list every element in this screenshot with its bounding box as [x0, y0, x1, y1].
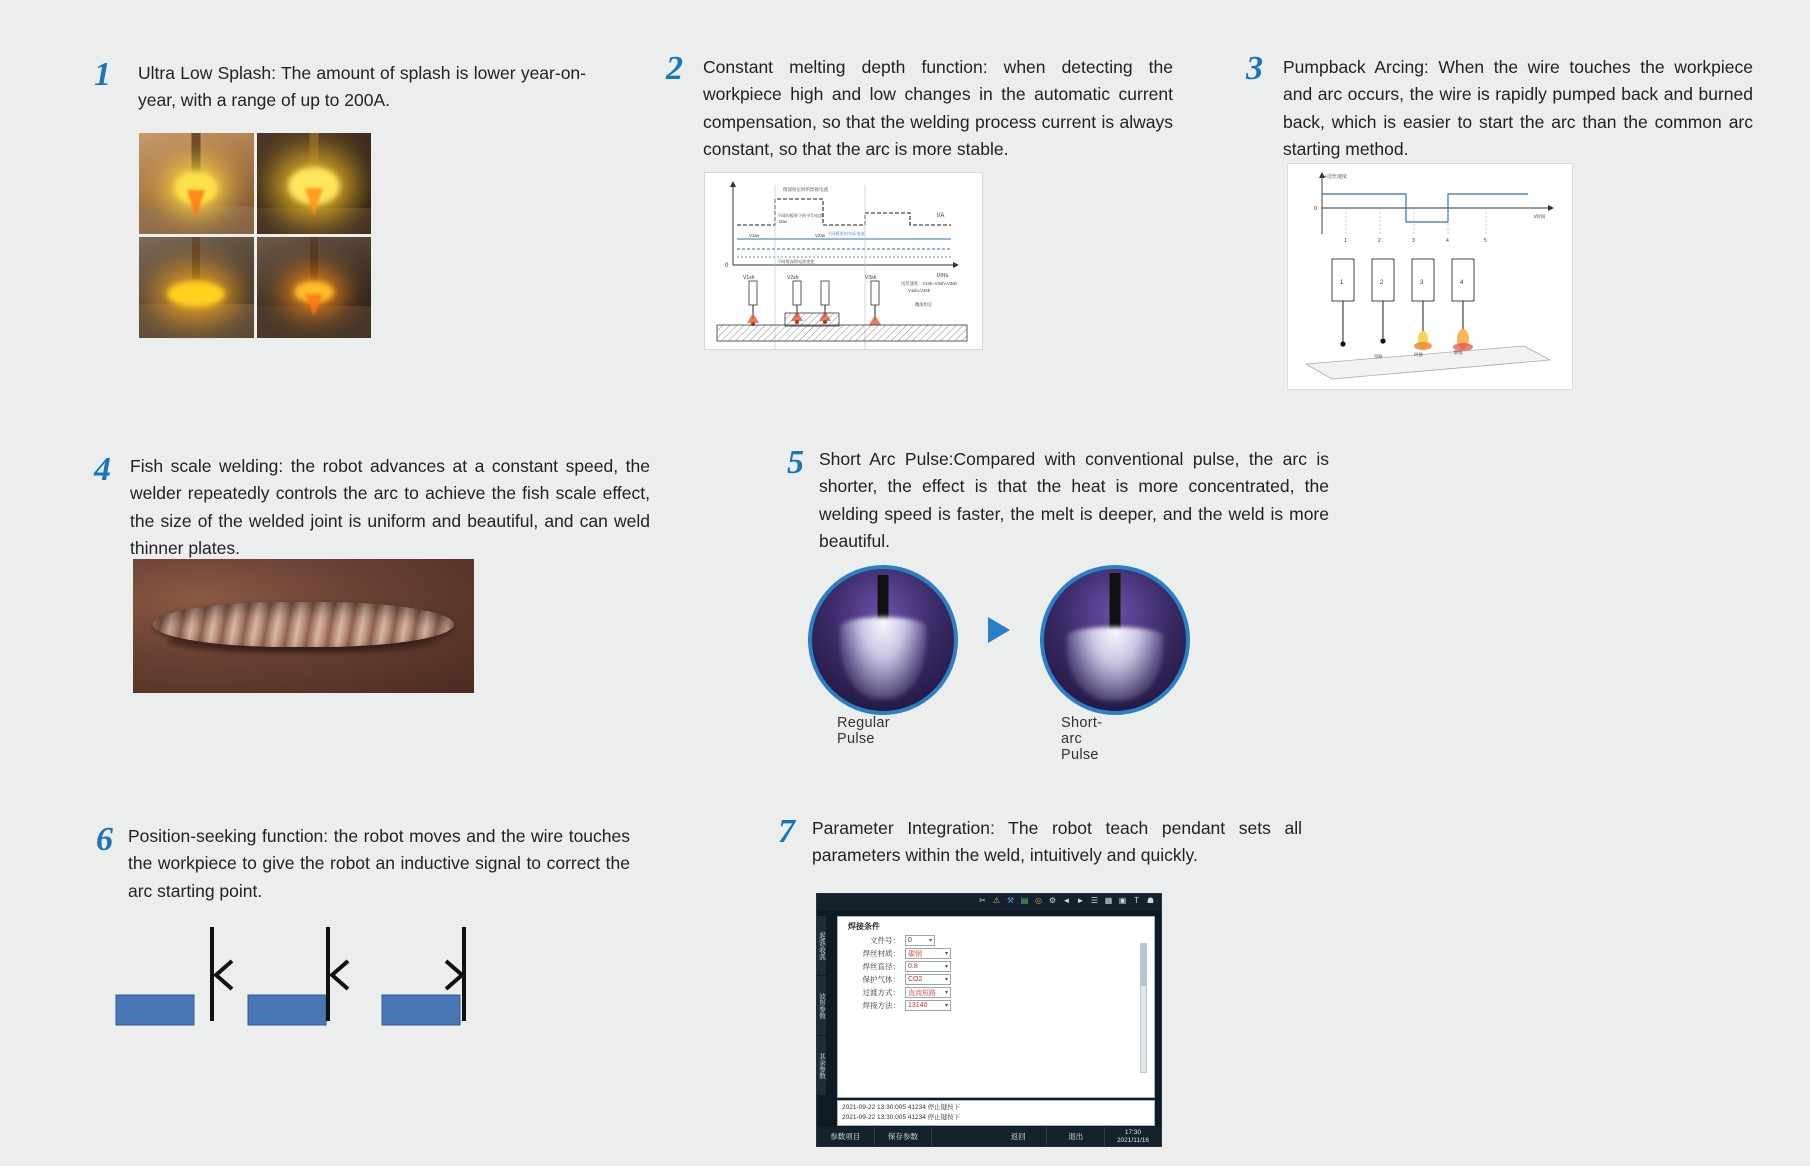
constant-depth-diagram [705, 173, 982, 349]
svg-text:3: 3 [1412, 238, 1415, 244]
feature-2-number: 2 [666, 50, 683, 87]
svg-text:2: 2 [1378, 238, 1381, 244]
svg-text:燃弧: 燃弧 [1454, 350, 1463, 355]
svg-text:V3sh: V3sh [865, 275, 877, 281]
panel-scrollbar[interactable] [1140, 943, 1147, 1073]
svg-text:V1sh: V1sh [743, 275, 755, 281]
field-row-weld-method [838, 999, 1154, 1012]
box-icon[interactable]: ▣ [1118, 896, 1127, 905]
svg-text:4: 4 [1446, 238, 1449, 244]
field-input-transfer-mode[interactable] [905, 987, 951, 998]
feature-6-number: 6 [96, 821, 113, 858]
svg-text:不同熔深的电流变化: 不同熔深的电流变化 [777, 259, 815, 264]
feature-4-image-fish-scale-weld [133, 559, 474, 693]
feature-7-text: Parameter Integration: The robot teach pendant sets all parameters within the weld, intuitively and quickly. [812, 818, 1302, 866]
field-value-file-number: 0 [908, 937, 912, 944]
field-value-shielding-gas: CO2 [908, 976, 923, 983]
svg-text:2: 2 [1380, 280, 1384, 286]
bottom-button-exit[interactable]: 退出 [1047, 1127, 1105, 1146]
field-value-transfer-mode: 直流短路 [908, 989, 936, 997]
feature-2-chart-constant-depth [704, 172, 983, 350]
field-input-shielding-gas[interactable] [905, 974, 951, 985]
field-label-shielding-gas: 保护气体： [862, 975, 900, 984]
svg-text:不同板厚的实际电流: 不同板厚的实际电流 [827, 231, 865, 236]
field-label-transfer-mode: 过渡方式： [862, 988, 900, 997]
feature-3-number: 3 [1246, 50, 1263, 87]
chevron-down-icon: ▾ [944, 990, 948, 996]
svg-text:熔深恒定时的焊接电流: 熔深恒定时的焊接电流 [783, 187, 828, 192]
field-input-file-number[interactable] [905, 935, 935, 946]
pendant-side-tabs [817, 916, 838, 1098]
feature-1-text: Ultra Low Splash: The amount of splash is lower year-on-year, with a range of up to 200A. [138, 63, 586, 111]
feature-2-text: Constant melting depth function: when detecting the workpiece high and low changes in the automatic current compensation, so that the welding process current is always constant, so that the arc is more stable. [703, 57, 1173, 159]
pendant-clock [1105, 1129, 1161, 1145]
clock-time: 17:30 [1124, 1128, 1142, 1136]
feature-4-text: Fish scale welding: the robot advances at a constant speed, the welder repeatedly controls the arc to achieve the fish scale effect, the size of the welded joint is uniform and beautiful, and can weld thinner plates. [130, 456, 650, 558]
scissors-icon[interactable]: ✂ [979, 896, 986, 905]
grid-icon[interactable]: ▦ [1104, 896, 1113, 905]
field-row-transfer-mode [838, 986, 1154, 999]
splash-image-2 [257, 133, 372, 234]
pendant-bottom-bar [817, 1127, 1161, 1146]
feature-7-number: 7 [778, 813, 795, 850]
feature-1-image-splash-grid [139, 133, 371, 338]
field-row-shielding-gas [838, 973, 1154, 986]
svg-text:V1av: V1av [749, 233, 760, 238]
field-row-wire-diameter [838, 960, 1154, 973]
field-label-file-number: 文件号： [870, 936, 900, 945]
field-row-wire-material [838, 947, 1154, 960]
svg-text:V1sh=V3sh: V1sh=V3sh [908, 288, 931, 293]
arrow-right-icon[interactable]: ► [1076, 896, 1085, 905]
svg-text:4: 4 [1460, 280, 1464, 286]
log-line-2: 2021-09-22 13:30:005 41234 停止键按下 [842, 1114, 961, 1122]
feature-3-text: Pumpback Arcing: When the wire touches the workpiece and arc occurs, the wire is rapidly pumped back and burned back, which is easier to start the arc than the common arc starting method. [1283, 57, 1753, 159]
svg-text:不同的板厚下的平均电流: 不同的板厚下的平均电流 [777, 213, 824, 218]
svg-text:短路: 短路 [1374, 354, 1383, 359]
svg-text:5: 5 [1484, 238, 1487, 244]
feature-5-text: Short Arc Pulse:Compared with conventional pulse, the arc is shorter, the effect is that the heat is more concentrated, the welding speed is faster, the melt is deeper, and the weld is more beautiful. [819, 449, 1329, 551]
svg-text:回抽: 回抽 [1414, 352, 1423, 357]
field-input-weld-method[interactable] [905, 1000, 951, 1011]
feature-6-text: Position-seeking function: the robot moves and the wire touches the workpiece to give the robot an inductive signal to correct the arc starting point. [128, 826, 630, 901]
caption-regular-pulse: Regular Pulse [837, 715, 890, 747]
field-value-weld-method: 13140 [908, 1002, 928, 1009]
comparison-arrow-icon [988, 617, 1010, 643]
weld-icon[interactable]: ▤ [1020, 896, 1029, 905]
field-label-wire-material: 焊丝材质： [862, 949, 900, 958]
settings-icon[interactable]: ⚙ [1048, 896, 1057, 905]
bottom-button-parameters[interactable]: 参数项目 [817, 1127, 875, 1146]
svg-text:1: 1 [1344, 238, 1347, 244]
field-input-wire-diameter[interactable] [905, 961, 951, 972]
field-label-weld-method: 焊接方法： [862, 1001, 900, 1010]
position-seeking-diagram [112, 925, 502, 1035]
chevron-down-icon: ▾ [944, 977, 948, 983]
chevron-down-icon: ▾ [928, 938, 932, 944]
side-tab-arc-start[interactable]: 起弧/收弧 [817, 916, 826, 976]
teach-pendant-screenshot [816, 893, 1162, 1147]
field-input-wire-material[interactable] [905, 948, 951, 959]
caption-short-arc-pulse: Short-arc Pulse [1061, 715, 1103, 763]
regular-pulse-image [808, 565, 958, 715]
pumpback-diagram [1288, 164, 1572, 389]
panel-title: 焊接条件 [848, 922, 880, 931]
chevron-down-icon: ▾ [944, 951, 948, 957]
warning-icon[interactable]: ⚠ [992, 896, 1001, 905]
target-icon[interactable]: ◎ [1035, 896, 1042, 905]
side-tab-other[interactable]: 其余参数 [817, 1036, 826, 1096]
field-value-wire-diameter: 0.8 [908, 963, 918, 970]
side-tab-waveform[interactable]: 波形参数 [817, 976, 826, 1036]
tools-icon[interactable]: ⚒ [1006, 896, 1015, 905]
svg-text:V2av: V2av [815, 233, 826, 238]
svg-text:I/A: I/A [937, 213, 945, 219]
pendant-toolbar [817, 894, 1161, 911]
arrow-left-icon[interactable]: ◄ [1062, 896, 1071, 905]
svg-text:1: 1 [1340, 280, 1344, 286]
svg-text:t/ms: t/ms [937, 273, 949, 279]
short-arc-pulse-image [1040, 565, 1190, 715]
log-line-1: 2021-09-22 13:30:005 41234 停止键按下 [842, 1104, 961, 1111]
feature-4-number: 4 [94, 451, 111, 488]
clock-date: 2021/11/16 [1116, 1136, 1149, 1144]
svg-text:3: 3 [1420, 280, 1424, 286]
splash-image-3 [139, 237, 254, 338]
pendant-log-area [837, 1100, 1155, 1126]
svg-text:V2sh: V2sh [787, 275, 799, 281]
pendant-parameter-panel [837, 916, 1155, 1098]
svg-text:精深恒定: 精深恒定 [915, 302, 933, 307]
chevron-down-icon: ▾ [944, 1003, 948, 1009]
text-icon[interactable]: T [1134, 896, 1139, 905]
svg-text:送丝速度：V1sh=V2sh=V3sh: 送丝速度：V1sh=V2sh=V3sh [901, 281, 957, 286]
feature-3-chart-pumpback-arcing [1287, 163, 1573, 390]
user-icon[interactable]: ☗ [1146, 896, 1155, 905]
svg-text:+送丝速度: +送丝速度 [1324, 174, 1347, 180]
chevron-down-icon: ▾ [944, 964, 948, 970]
feature-5-number: 5 [787, 444, 804, 481]
bottom-button-save[interactable]: 保存参数 [875, 1127, 933, 1146]
field-value-wire-material: 碳钢 [908, 950, 922, 958]
scrollbar-thumb[interactable] [1141, 944, 1146, 986]
splash-image-1 [139, 133, 254, 234]
bottom-button-back[interactable]: 返回 [990, 1127, 1048, 1146]
svg-text:I2av: I2av [779, 219, 787, 224]
svg-text:0: 0 [1314, 206, 1318, 212]
field-row-file-number [838, 934, 1154, 947]
feature-1-number: 1 [94, 56, 111, 93]
splash-image-4 [257, 237, 372, 338]
svg-text:t/时间: t/时间 [1534, 214, 1546, 219]
field-label-wire-diameter: 焊丝直径： [862, 962, 900, 971]
svg-text:0: 0 [725, 263, 729, 269]
list-icon[interactable]: ☰ [1090, 896, 1099, 905]
feature-6-diagram-position-seeking [112, 925, 502, 1035]
